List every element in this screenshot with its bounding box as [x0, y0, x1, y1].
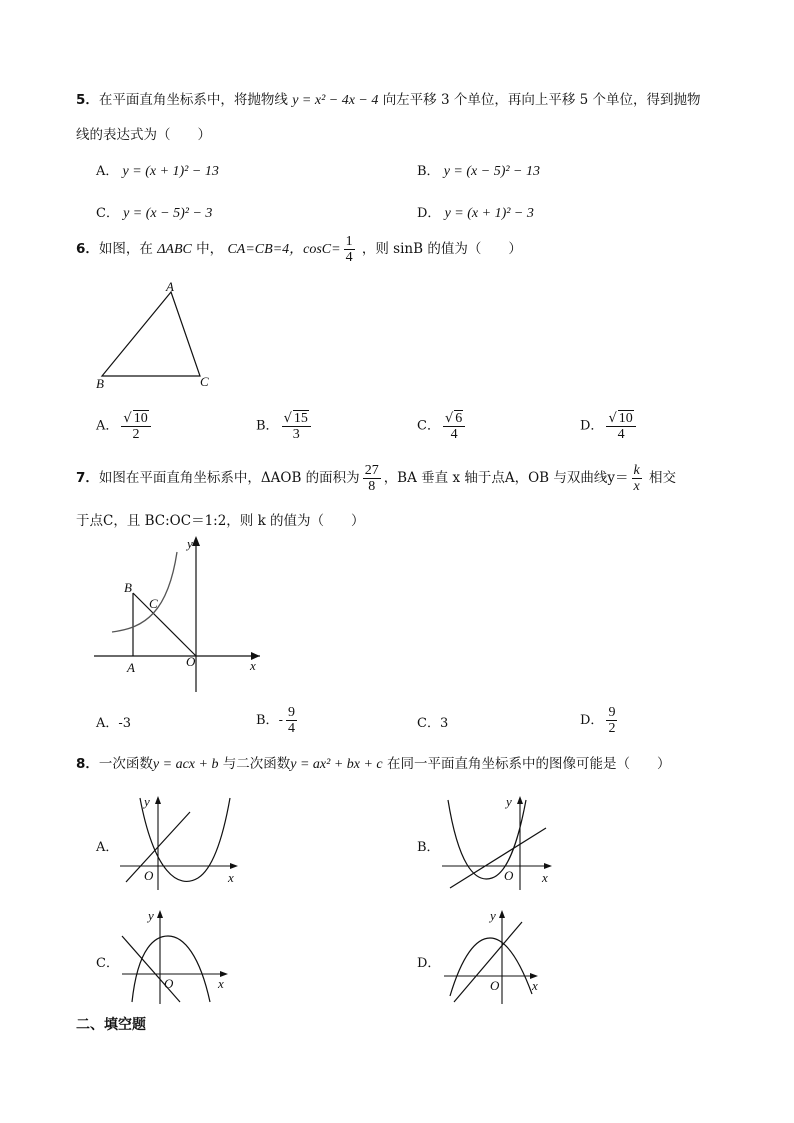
q6-option-a-value: $\frac{√ 10}{2}$ — [121, 410, 150, 442]
q5-option-a-expr: y = (x + 1)² − 13 — [122, 164, 219, 179]
q8-graph-b — [440, 792, 570, 892]
q7-coordinate-figure — [90, 532, 270, 697]
svg-text:x: x — [228, 870, 234, 885]
q5-line1 — [76, 88, 701, 109]
q7-option-b[interactable] — [256, 705, 300, 736]
q7-area-fraction: $\frac{27}{8}$ — [364, 463, 379, 494]
q5-option-c-expr: y = (x − 5)² − 3 — [123, 206, 213, 221]
q7-option-a-label: A． — [96, 716, 119, 731]
q6-triangle: ΔABC — [157, 242, 192, 257]
q8-graph-d — [440, 906, 570, 1006]
q8-option-d[interactable] — [417, 952, 440, 971]
q5-option-c[interactable] — [96, 202, 212, 222]
q8-line1 — [76, 752, 670, 773]
q7-k-fraction: $\frac{k}{x}$ — [633, 463, 640, 494]
svg-text:y: y — [490, 908, 496, 923]
q6-cos-fraction: $\frac{1}{4}$ — [345, 234, 353, 265]
q7-option-b-sign: - — [278, 713, 283, 728]
q7-label-c: C — [149, 596, 158, 611]
q8-option-c-label: C． — [96, 956, 119, 971]
q7-y-arrow — [192, 536, 200, 546]
q6-label-a: A — [166, 280, 174, 294]
q8-option-c[interactable] — [96, 952, 119, 971]
q8-option-b[interactable] — [417, 836, 440, 855]
svg-text:O: O — [490, 978, 500, 993]
svg-text:x: x — [218, 976, 224, 991]
q6-option-a-label: A． — [96, 418, 119, 434]
q5-option-b-label: B． — [417, 164, 440, 179]
q6-option-d[interactable] — [580, 410, 639, 442]
q7-segment-bo — [133, 593, 196, 656]
q8-text-post: 在同一平面直角坐标系中的图像可能是（ ） — [386, 756, 671, 772]
q7-line2: 于点C，且 BC:OC＝1:2，则 k 的值为（ ） — [76, 513, 365, 529]
q6-option-b-label: B． — [256, 418, 279, 434]
q6-triangle-figure — [90, 280, 230, 392]
svg-text:O: O — [164, 976, 174, 991]
q6-option-d-value: $\frac{√ 10}{4}$ — [606, 410, 635, 442]
q6-label-b: B — [96, 376, 104, 391]
q5-text-post: 向左平移 3 个单位，再向上平移 5 个单位，得到抛物 — [382, 92, 701, 108]
q8-graph-c — [118, 906, 248, 1006]
svg-text:y: y — [144, 794, 150, 809]
q8-option-d-label: D． — [417, 956, 441, 971]
svg-text:O: O — [144, 868, 154, 883]
q8-option-a-label: A． — [96, 840, 119, 855]
q6-option-c-label: C． — [417, 418, 440, 434]
q5-option-b-expr: y = (x − 5)² − 13 — [443, 164, 540, 179]
q5-option-d-expr: y = (x + 1)² − 3 — [444, 206, 534, 221]
q7-option-a-value: -3 — [118, 716, 132, 731]
q7-option-a[interactable] — [96, 712, 131, 731]
svg-text:y: y — [148, 908, 154, 923]
q5-option-d[interactable] — [417, 202, 534, 222]
q7-option-d[interactable] — [580, 705, 620, 736]
section-heading-fill-in: 二、填空题 — [76, 1017, 146, 1033]
q6-equation: CA=CB=4，cosC= — [227, 242, 341, 257]
q8-option-a[interactable] — [96, 836, 118, 855]
svg-text:x: x — [532, 978, 538, 993]
q5-option-b[interactable] — [417, 160, 540, 180]
q6-text-mid: 中， — [196, 241, 224, 257]
q8-graph-a — [118, 792, 248, 892]
q7-text-pre: 如图在平面直角坐标系中，ΔAOB 的面积为 — [98, 470, 360, 486]
q5-option-a-label: A． — [96, 164, 119, 179]
q5-text-pre: 在平面直角坐标系中，将抛物线 — [98, 92, 288, 108]
q5-option-a[interactable] — [96, 160, 219, 180]
q6-text-pre: 如图，在 — [98, 241, 153, 257]
q7-option-b-value: $\frac{9}{4}$ — [287, 705, 295, 736]
q6-option-b[interactable] — [256, 410, 314, 442]
q5-line2: 线的表达式为（ ） — [76, 127, 211, 143]
q7-option-d-label: D． — [580, 713, 604, 728]
q6-option-c-value: $\frac{√ 6}{4}$ — [443, 410, 465, 442]
q7-text-post: 相交 — [649, 470, 677, 486]
q7-label-y: y — [187, 536, 193, 551]
q7-option-b-label: B． — [256, 713, 279, 728]
q8-number: 8． — [76, 756, 99, 772]
q7-number: 7． — [76, 470, 99, 486]
q6-text-post: ，则 sinB 的值为（ ） — [361, 241, 522, 257]
q7-option-d-value: $\frac{9}{2}$ — [608, 705, 616, 736]
q7-label-a: A — [127, 660, 135, 675]
q6-option-a[interactable] — [96, 410, 154, 442]
svg-text:x: x — [542, 870, 548, 885]
q7-hyperbola — [112, 552, 177, 632]
q5-option-d-label: D． — [417, 206, 441, 221]
q8-text-pre: 一次函数 — [98, 756, 153, 772]
q7-option-c[interactable] — [417, 712, 448, 731]
q8-option-b-label: B． — [417, 840, 440, 855]
q7-label-x: x — [250, 658, 256, 673]
q8-quadratic-func: y = ax² + bx + c — [290, 757, 383, 772]
q6-number: 6． — [76, 241, 99, 257]
q5-number: 5． — [76, 92, 99, 108]
q7-label-o: O — [186, 654, 196, 669]
q8-text-mid: 与二次函数 — [222, 756, 291, 772]
q5-option-c-label: C． — [96, 206, 119, 221]
q7-text-mid: ，BA 垂直 x 轴于点A，OB 与双曲线y＝ — [383, 470, 629, 486]
q7-option-c-value: 3 — [439, 716, 449, 731]
q5-parabola-expr: y = x² − 4x − 4 — [292, 93, 379, 108]
q7-label-b: B — [124, 580, 132, 595]
q7-line1 — [76, 463, 676, 494]
svg-text:y: y — [506, 794, 512, 809]
q6-option-b-value: $\frac{√ 15}{3}$ — [282, 410, 311, 442]
svg-text:O: O — [504, 868, 514, 883]
q6-label-c: C — [200, 374, 209, 389]
q6-triangle-shape — [102, 292, 200, 376]
q6-option-c[interactable] — [417, 410, 468, 442]
q6-line1 — [76, 234, 522, 265]
q7-option-c-label: C． — [417, 716, 440, 731]
q8-linear-func: y = acx + b — [152, 757, 219, 772]
q6-option-d-label: D． — [580, 418, 604, 434]
